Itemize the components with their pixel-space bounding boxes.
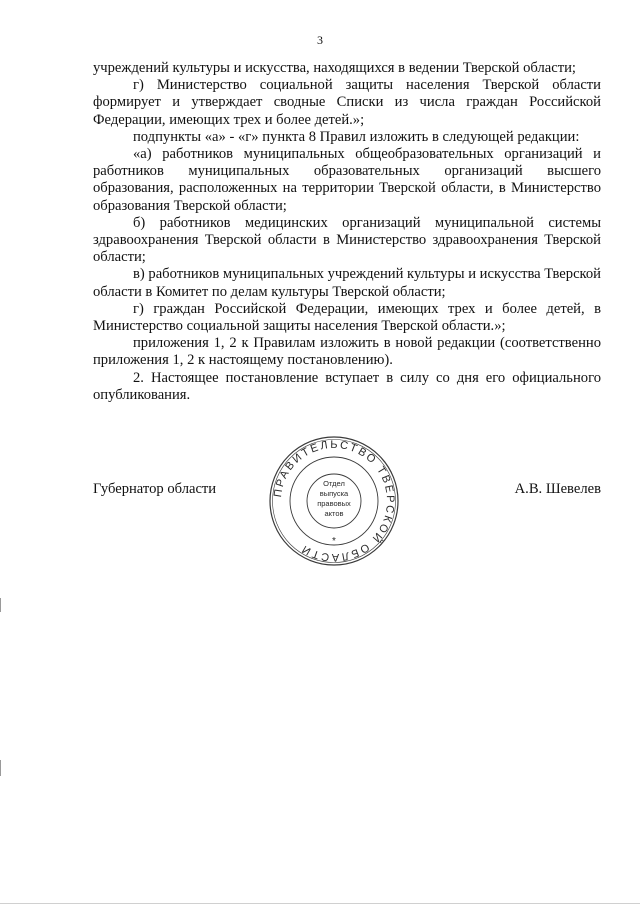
seal-center-text: выпуска: [319, 489, 349, 498]
signatory-name: А.В. Шевелев: [514, 481, 601, 497]
scan-edge-mark: [0, 598, 1, 612]
seal-center-text: актов: [324, 509, 344, 518]
page-number: 3: [317, 33, 323, 47]
signatory-role: Губернатор области: [93, 481, 217, 497]
seal-ring-text: ПРАВИТЕЛЬСТВО ТВЕРСКОЙ ОБЛАСТИ: [271, 438, 397, 564]
seal-center-text: Отдел: [323, 479, 345, 488]
paragraph: б) работников медицинских организаций муниципальной системы здравоохранения Тверской области в Министерство здравоохранения Тверской области;: [93, 214, 601, 266]
paragraph: г) граждан Российской Федерации, имеющих трех и более детей, в Министерство социальной защиты населения Тверской области.»;: [93, 300, 601, 335]
seal-center-text: правовых: [317, 499, 351, 508]
paragraph: подпункты «а» - «г» пункта 8 Правил изложить в следующей редакции:: [133, 128, 580, 145]
scan-edge-mark: [0, 760, 1, 776]
paragraph: г) Министерство социальной защиты населения Тверской области формирует и утверждает сводные Списки из числа граждан Российской Федерации, имеющих трех и более детей.»;: [93, 77, 601, 128]
document-body: [93, 60, 601, 404]
seal-star-icon: *: [332, 536, 336, 547]
paragraph: «а) работников муниципальных общеобразовательных организаций и работников муниципальных образовательных организаций высшего образования, расположенных на территории Тверской области, в Министерство образования Тверской области;: [93, 146, 601, 214]
paragraph: учреждений культуры и искусства, находящихся в ведении Тверской области;: [93, 60, 576, 76]
scan-bottom-edge: [0, 903, 640, 904]
paragraph: 2. Настоящее постановление вступает в силу со дня его официального опубликования.: [93, 369, 601, 403]
paragraph: в) работников муниципальных учреждений культуры и искусства Тверской области в Комитет по делам культуры Тверской области;: [93, 266, 601, 300]
paragraph: приложения 1, 2 к Правилам изложить в новой редакции (соответственно приложения 1, 2 к настоящему постановлению).: [93, 335, 601, 369]
official-seal-icon: [268, 435, 400, 567]
